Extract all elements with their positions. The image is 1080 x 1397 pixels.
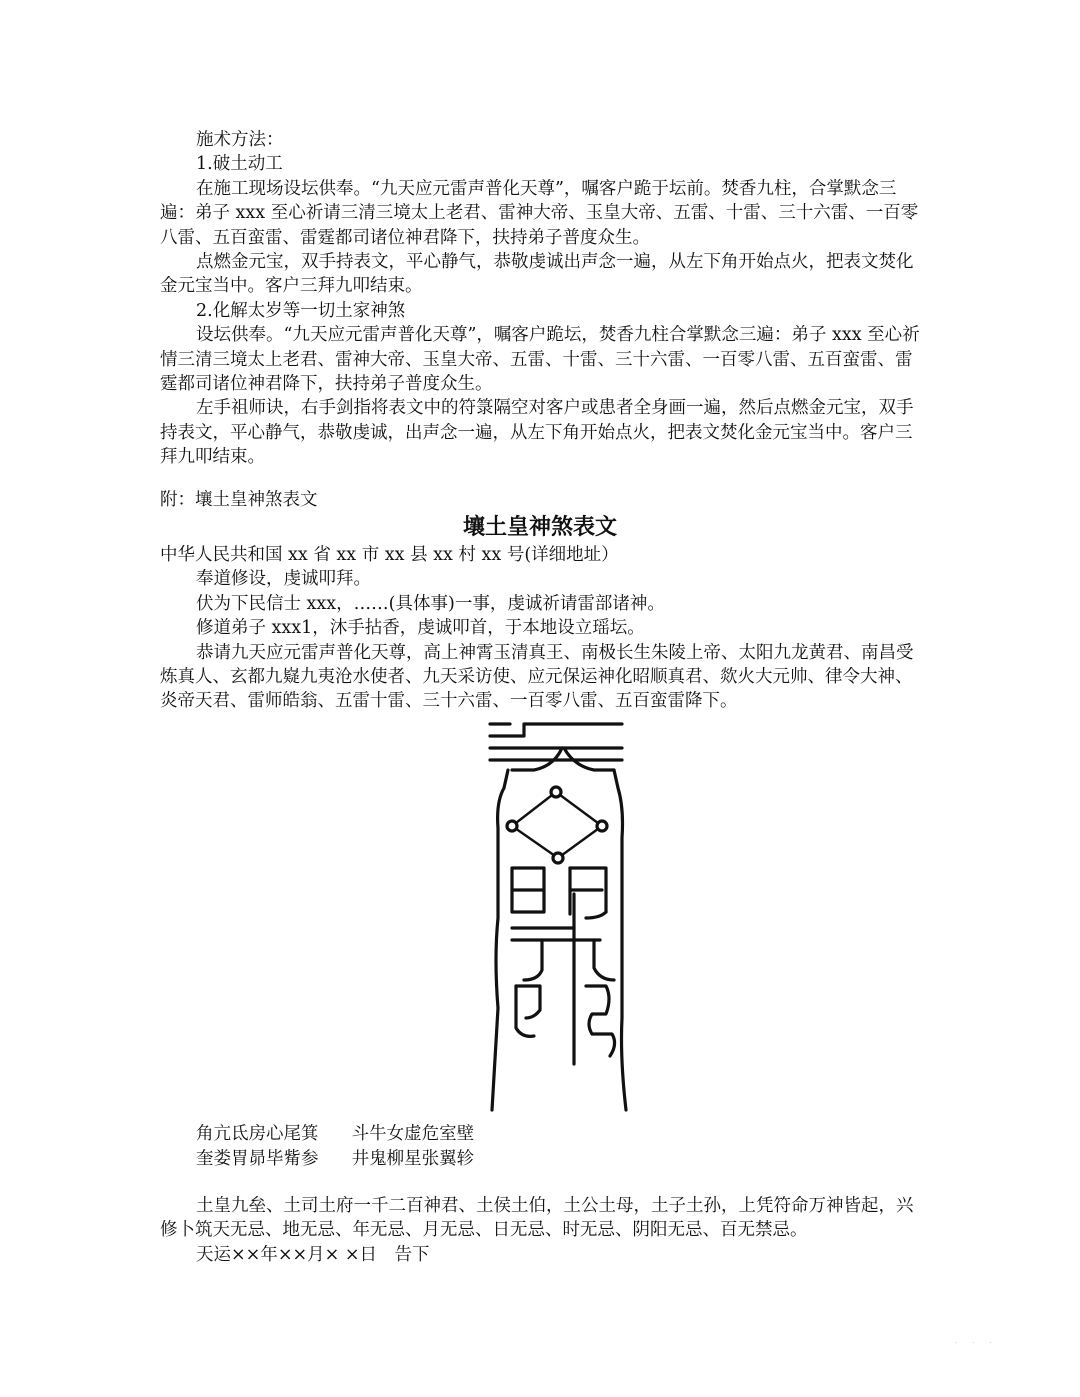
- stars-south: 井鬼柳星张翼轸: [351, 1149, 475, 1169]
- memorial-address: 中华人民共和国 xx 省 xx 市 xx 县 xx 村 xx 号(详细地址）: [160, 545, 619, 565]
- method-heading: 施术方法：: [196, 130, 284, 150]
- memorial-line4: 恭请九天应元雷声普化天尊，高上神霄玉清真王、南极长生朱陵上帝、太阳九龙黄君、南昌受炼真人、玄都九嶷九夷沧水使者、九天采访使、应元保运神化昭顺真君、欻火大元帅、律令大神、炎帝天君、雷师皓翁、五雷十雷、三十六雷、一百零八雷、五百蛮雷降下。: [160, 642, 914, 712]
- section1-title: 1.破土动工: [196, 154, 283, 175]
- star-row-1: [196, 1122, 474, 1147]
- stars-west: 奎娄胃昴毕觜参: [196, 1149, 319, 1169]
- closing-date: 天运××年××月× ×日 告下: [196, 1244, 430, 1265]
- closing-paragraph: 土皇九垒、土司土府一千二百神君、土侯土伯，土公土母，土子土孙，上凭符命万神皆起，兴修卜筑天无忌、地无忌、年无忌、月无忌、日无忌、时无忌、阴阳无忌、百无禁忌。: [160, 1196, 914, 1241]
- section1-paragraph1: 在施工现场设坛供奉。“九天应元雷声普化天尊”，嘱客户跪于坛前。焚香九柱，合掌默念三遍：弟子 xxx 至心祈请三清三境太上老君、雷神大帝、玉皇大帝、五雷、十雷、三十六雷、一百零八雷、五百蛮雷、雷霆都司诸位神君降下，扶持弟子普度众生。: [160, 178, 919, 248]
- memorial-line3: 修道弟子 xxx1，沐手拈香，虔诚叩首，于本地设立瑶坛。: [196, 618, 645, 639]
- scan-artifact: . . .: [955, 1336, 998, 1345]
- memorial-body: [160, 543, 920, 714]
- section2-paragraph1: 设坛供奉。“九天应元雷声普化天尊”，嘱客户跪坛，焚香九柱合掌默念三遍：弟子 xxx 至心祈情三清三境太上老君、雷神大帝、玉皇大帝、五雷、十雷、三十六雷、一百零八雷、五百蛮雷、雷霆都司诸位神君降下，扶持弟子普度众生。: [160, 325, 920, 395]
- section1-paragraph2: 点燃金元宝，双手持表文，平心静气，恭敬虔诚出声念一遍，从左下角开始点火，把表文焚化金元宝当中。客户三拜九叩结束。: [160, 252, 914, 297]
- appendix-label: 附：壤土皇神煞表文: [160, 490, 318, 510]
- memorial-line2: 伏为下民信士 xxx，……(具体事)一事，虔诚祈请雷部诸神。: [196, 593, 665, 614]
- memorial-line1: 奉道修设，虔诚叩拜。: [196, 569, 371, 590]
- stars-north: 斗牛女虚危室壁: [351, 1124, 475, 1144]
- closing-section: [160, 1194, 920, 1267]
- star-row-2: [196, 1147, 474, 1172]
- method-section: [160, 128, 920, 470]
- section2-paragraph2: 左手祖师诀，右手剑指将表文中的符箓隔空对客户或患者全身画一遍，然后点燃金元宝，双手持表文，平心静气，恭敬虔诚，出声念一遍，从左下角开始点火，把表文焚化金元宝当中。客户三拜九叩结束。: [160, 398, 914, 468]
- star-mansions: [196, 1122, 474, 1172]
- stars-east: 角亢氐房心尾箕: [196, 1124, 319, 1144]
- section2-title: 2.化解太岁等一切土家神煞: [196, 300, 406, 321]
- memorial-title: 壤土皇神煞表文: [462, 514, 617, 540]
- talisman-seal: [482, 718, 632, 1114]
